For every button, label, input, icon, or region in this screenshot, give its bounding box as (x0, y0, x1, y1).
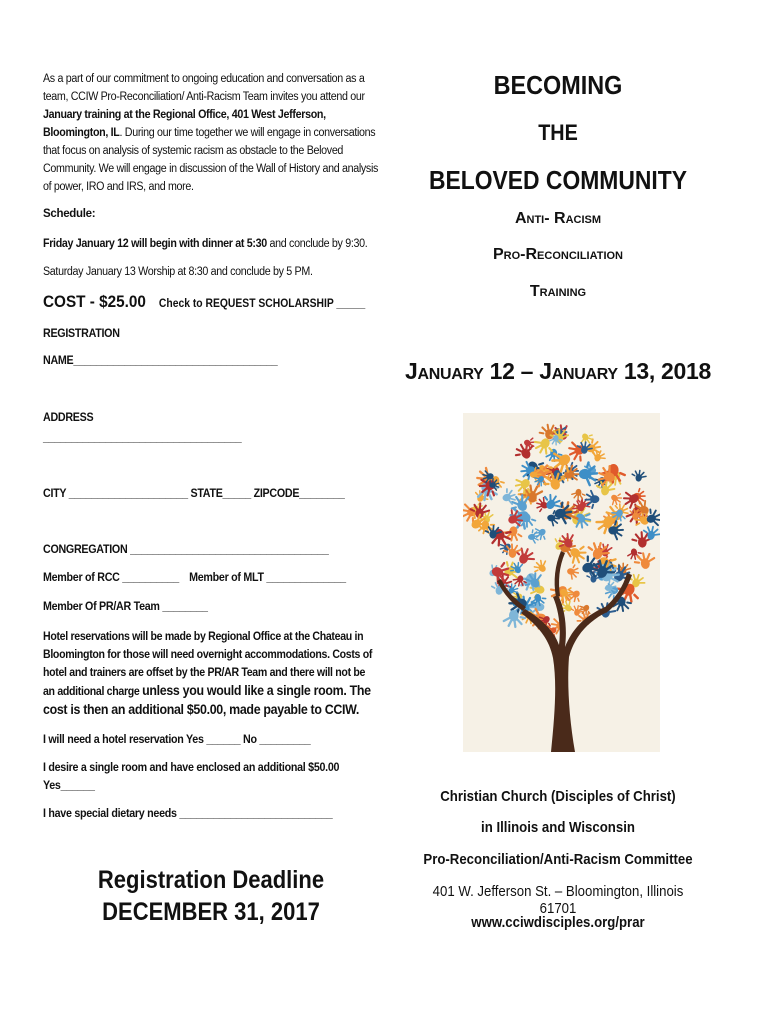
title-beloved-community: BELOVED COMMUNITY (428, 165, 688, 195)
registration-heading: REGISTRATION (43, 328, 120, 340)
title-the: THE (538, 120, 578, 145)
subtitle-pro-reconciliation: Pro-Reconciliation (492, 246, 623, 263)
single-room-text: I desire a single room and have enclosed an additional $50.00 (43, 762, 340, 774)
website-link[interactable]: www.cciwdisciples.org/prar (471, 914, 645, 931)
title-becoming: BECOMING (493, 70, 623, 100)
org-name: Christian Church (Disciples of Christ) (440, 788, 676, 805)
address-label: ADDRESS (43, 412, 94, 424)
subtitle-training: Training (529, 283, 587, 300)
single-room-yes-field[interactable]: Yes______ (43, 780, 95, 792)
city-state-zip-field[interactable]: CITY _____________________ STATE_____ ZIPCODE________ (43, 488, 345, 500)
hotel-text-2: unless you would like a single room. The cost is then an additional $50.00, made payable to CCIW. (43, 683, 371, 717)
member-row (43, 572, 346, 584)
scholarship-field[interactable]: Check to REQUEST SCHOLARSHIP _____ (158, 298, 366, 310)
name-field[interactable]: NAME____________________________________ (43, 355, 278, 367)
org-region: in Illinois and Wisconsin (481, 819, 635, 836)
hotel-reservation-field[interactable]: I will need a hotel reservation Yes ______ No _________ (43, 734, 311, 746)
friday-bold: Friday January 12 will begin with dinner at 5:30 (43, 238, 267, 250)
intro-text-2: . During our time together we will engage in conversations that focus on analysis of systemic racism as obstacle to the Beloved Community. We will engage in discussion of the Wall of History and analysis of power, IRO and IRS, and more. (43, 127, 379, 193)
member-mlt-field[interactable]: Member of MLT ______________ (189, 572, 346, 584)
hotel-text-1: Hotel reservations will be made by Regional Office at the Chateau in Bloomington for those will need overnight accommodations. Costs of hotel and trainers are offset by the PR/AR Team and there will not be an additional charge (43, 631, 373, 698)
intro-text-bold: January training at the Regional Office, 401 West Jefferson, Bloomington, IL (43, 109, 326, 139)
tree-of-hands-image (463, 413, 660, 752)
cost-label: COST - $25.00 (43, 292, 146, 311)
friday-rest: and conclude by 9:30. (266, 238, 368, 250)
member-prar-field[interactable]: Member Of PR/AR Team ________ (43, 601, 208, 613)
schedule-heading: Schedule: (43, 208, 96, 220)
congregation-field[interactable]: CONGREGATION ___________________________________ (43, 544, 329, 556)
schedule-saturday: Saturday January 13 Worship at 8:30 and conclude by 5 PM. (43, 266, 313, 278)
hotel-paragraph (43, 628, 374, 720)
address-field[interactable]: ___________________________________ (43, 432, 242, 444)
member-rcc-field[interactable]: Member of RCC __________ (43, 572, 179, 584)
cost-line (43, 292, 365, 312)
deadline-line1: Registration Deadline (97, 866, 325, 894)
intro-text-1: As a part of our commitment to ongoing education and conversation as a team, CCIW Pro-Reconciliation/ Anti-Racism Team invites you attend our (43, 73, 365, 103)
deadline-date: DECEMBER 31, 2017 (102, 898, 320, 926)
subtitle-anti-racism: Anti- Racism (514, 210, 602, 227)
dietary-field[interactable]: I have special dietary needs ___________________________ (43, 808, 333, 820)
schedule-friday (43, 235, 367, 253)
committee-name: Pro-Reconciliation/Anti-Racism Committee (423, 851, 693, 868)
org-address: 401 W. Jefferson St. – Bloomington, Illinois 61701 (432, 883, 684, 917)
tree-illustration (463, 413, 660, 752)
intro-paragraph (43, 70, 380, 196)
event-dates: January 12 – January 13, 2018 (404, 358, 712, 384)
